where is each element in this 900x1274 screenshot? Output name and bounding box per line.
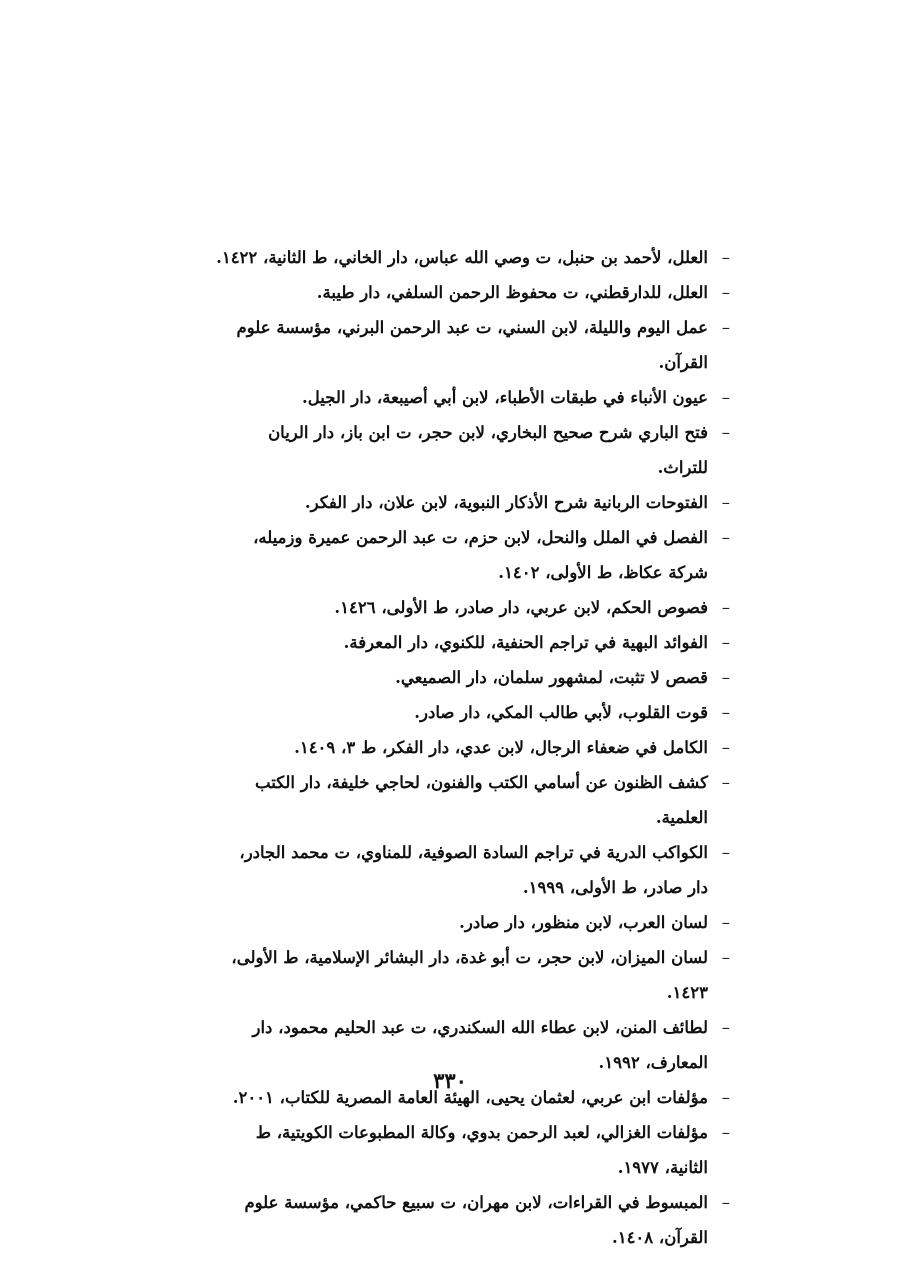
bibliography-entry-text: فتح الباري شرح صحيح البخاري، لابن حجر، ت ابن باز، دار الريان للتراث. <box>268 423 708 477</box>
list-dash-icon: – <box>721 948 730 967</box>
bibliography-entry <box>215 1185 730 1255</box>
list-dash-icon: – <box>721 1123 730 1142</box>
list-dash-icon: – <box>721 843 730 862</box>
bibliography-entry-text: عيون الأنباء في طبقات الأطباء، لابن أبي أصيبعة، دار الجيل. <box>302 388 708 407</box>
bibliography-entry-text: قصص لا تثبت، لمشهور سلمان، دار الصميعي. <box>395 668 708 687</box>
bibliography-entry-text: الفتوحات الربانية شرح الأذكار النبوية، لابن علان، دار الفكر. <box>304 493 708 512</box>
bibliography-entry-text: المبسوط في القراءات، لابن مهران، ت سبيع حاكمي، مؤسسة علوم القرآن، ١٤٠٨. <box>244 1193 708 1247</box>
list-dash-icon: – <box>721 913 730 932</box>
bibliography-entry-text: لسان الميزان، لابن حجر، ت أبو غدة، دار البشائر الإسلامية، ط الأولى، ١٤٢٣. <box>231 948 708 1002</box>
bibliography-entry-text: كشف الظنون عن أسامي الكتب والفنون، لحاجي خليفة، دار الكتب العلمية. <box>255 773 708 827</box>
bibliography-entry <box>215 695 730 730</box>
bibliography-entry <box>215 310 730 380</box>
bibliography-entry-text: فصوص الحكم، لابن عربي، دار صادر، ط الأولى، ١٤٢٦. <box>334 598 708 617</box>
bibliography-entry <box>215 240 730 275</box>
bibliography-entry-text: العلل، لأحمد بن حنبل، ت وصي الله عباس، دار الخاني، ط الثانية، ١٤٢٢. <box>216 248 708 267</box>
bibliography-entry <box>215 835 730 905</box>
bibliography-entry <box>215 590 730 625</box>
list-dash-icon: – <box>721 668 730 687</box>
bibliography-entry-text: الكواكب الدرية في تراجم السادة الصوفية، للمناوي، ت محمد الجادر، دار صادر، ط الأولى، ١٩٩٩. <box>239 843 708 897</box>
bibliography-entry <box>215 1115 730 1185</box>
bibliography-entry <box>215 905 730 940</box>
bibliography-entry-text: قوت القلوب، لأبي طالب المكي، دار صادر. <box>414 703 708 722</box>
bibliography-entry <box>215 380 730 415</box>
list-dash-icon: – <box>721 248 730 267</box>
bibliography-entry <box>215 730 730 765</box>
bibliography-entry <box>215 625 730 660</box>
bibliography-entry <box>215 660 730 695</box>
list-dash-icon: – <box>721 318 730 337</box>
bibliography-entry-text: العلل، للدارقطني، ت محفوظ الرحمن السلفي، دار طيبة. <box>316 283 708 302</box>
bibliography-entry-text: الفصل في الملل والنحل، لابن حزم، ت عبد الرحمن عميرة وزميله، شركة عكاظ، ط الأولى، ١٤٠٢. <box>253 528 708 582</box>
bibliography-entry-text: مؤلفات الغزالي، لعبد الرحمن بدوي، وكالة المطبوعات الكويتية، ط الثانية، ١٩٧٧. <box>255 1123 708 1177</box>
bibliography-entry-text: الفوائد البهية في تراجم الحنفية، للكنوي، دار المعرفة. <box>343 633 708 652</box>
bibliography-list <box>215 240 730 1255</box>
page-number: ٣٣٠ <box>433 1068 467 1093</box>
list-dash-icon: – <box>721 423 730 442</box>
bibliography-entry <box>215 485 730 520</box>
list-dash-icon: – <box>721 528 730 547</box>
list-dash-icon: – <box>721 493 730 512</box>
list-dash-icon: – <box>721 388 730 407</box>
list-dash-icon: – <box>721 738 730 757</box>
bibliography-entry <box>215 520 730 590</box>
bibliography-entry-text: لسان العرب، لابن منظور، دار صادر. <box>459 913 708 932</box>
bibliography-entry-text: مؤلفات ابن عربي، لعثمان يحيى، الهيئة العامة المصرية للكتاب، ٢٠٠١. <box>232 1088 708 1107</box>
bibliography-entry-text: عمل اليوم والليلة، لابن السني، ت عبد الرحمن البرني، مؤسسة علوم القرآن. <box>236 318 708 372</box>
bibliography-entry <box>215 940 730 1010</box>
list-dash-icon: – <box>721 1018 730 1037</box>
list-dash-icon: – <box>721 283 730 302</box>
bibliography-entry <box>215 765 730 835</box>
list-dash-icon: – <box>721 598 730 617</box>
list-dash-icon: – <box>721 773 730 792</box>
bibliography-entry <box>215 275 730 310</box>
bibliography-entry <box>215 415 730 485</box>
list-dash-icon: – <box>721 1088 730 1107</box>
list-dash-icon: – <box>721 1193 730 1212</box>
bibliography-entry-text: الكامل في ضعفاء الرجال، لابن عدي، دار الفكر، ط ٣، ١٤٠٩. <box>294 738 708 757</box>
list-dash-icon: – <box>721 633 730 652</box>
bibliography-entry-text: لطائف المنن، لابن عطاء الله السكندري، ت عبد الحليم محمود، دار المعارف، ١٩٩٢. <box>252 1018 708 1072</box>
list-dash-icon: – <box>721 703 730 722</box>
